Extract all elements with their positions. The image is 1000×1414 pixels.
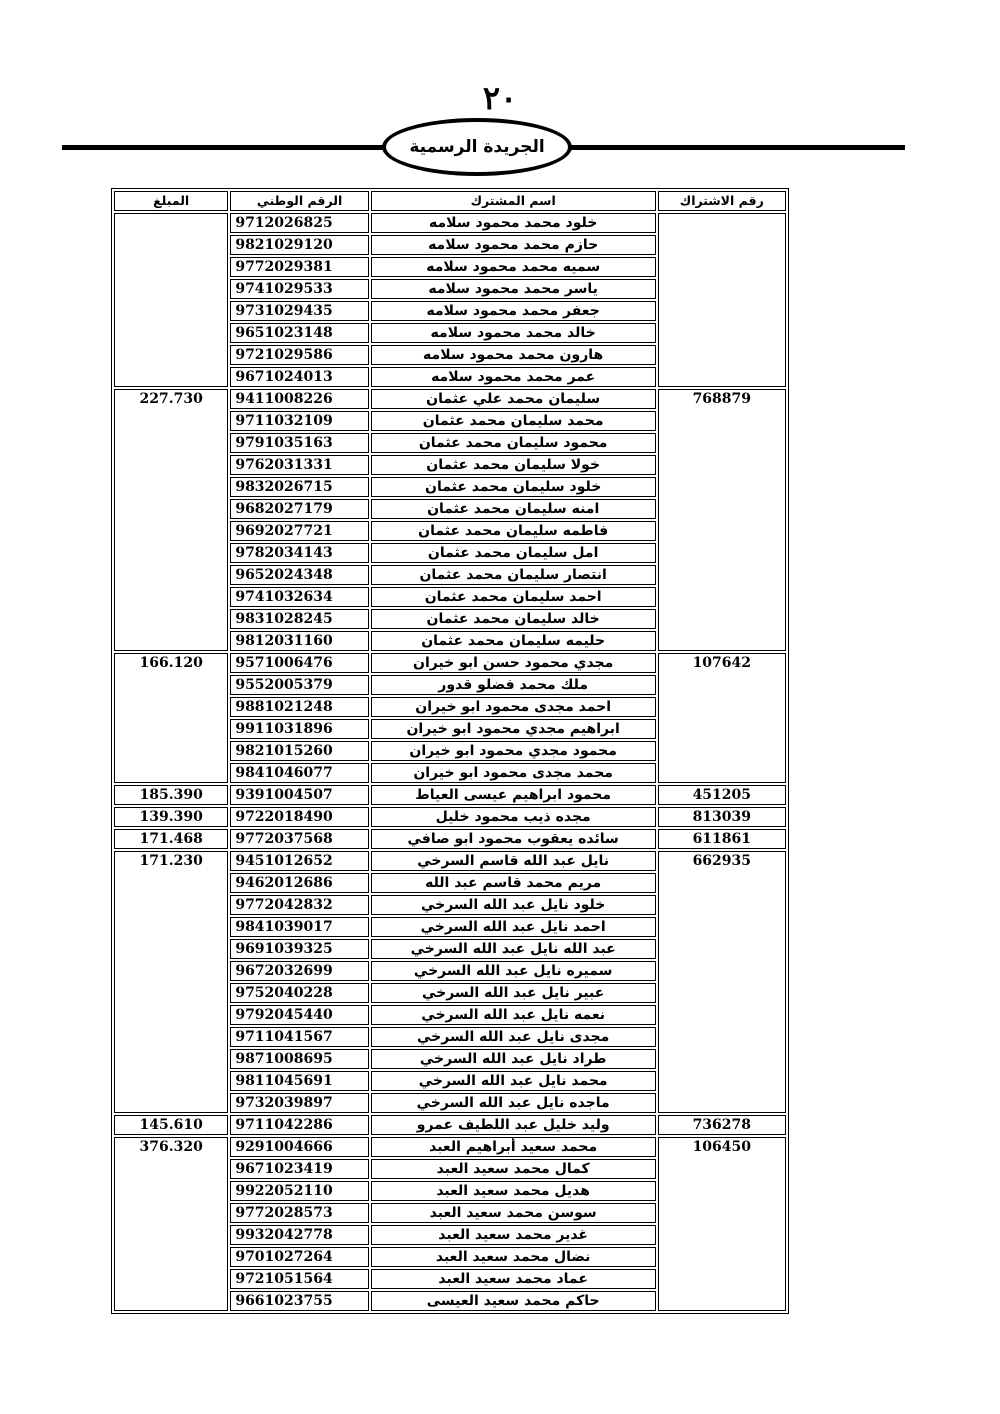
subscription-number-cell: 813039 [658, 807, 786, 827]
table-row [114, 389, 786, 409]
header-amount: المبلغ [114, 191, 228, 211]
subscriber-name-cell: احمد نايل عبد الله السرخي [371, 917, 656, 937]
table-body [114, 213, 786, 1311]
national-id-cell: 9772042832 [230, 895, 368, 915]
national-id-cell: 9391004507 [230, 785, 368, 805]
subscription-number-cell: 611861 [658, 829, 786, 849]
subscriber-name-cell: نعمه نايل عبد الله السرخي [371, 1005, 656, 1025]
national-id-cell: 9812031160 [230, 631, 368, 651]
table-header [114, 191, 786, 211]
subscriber-name-cell: سوسن محمد سعيد العبد [371, 1203, 656, 1223]
subscriber-name-cell: امل سليمان محمد عثمان [371, 543, 656, 563]
subscriber-name-cell: جعفر محمد محمود سلامه [371, 301, 656, 321]
national-id-cell: 9711042286 [230, 1115, 368, 1135]
subscriber-name-cell: ياسر محمد محمود سلامه [371, 279, 656, 299]
subscriber-name-cell: خلود محمد محمود سلامه [371, 213, 656, 233]
subscriber-name-cell: ملك محمد فضلو قدور [371, 675, 656, 695]
national-id-cell: 9661023755 [230, 1291, 368, 1311]
subscription-number-cell: 106450 [658, 1137, 786, 1311]
national-id-cell: 9832026715 [230, 477, 368, 497]
national-id-cell: 9721051564 [230, 1269, 368, 1289]
subscriber-name-cell: محمود ابراهيم عيسى العياط [371, 785, 656, 805]
subscription-number-cell [658, 213, 786, 387]
subscriber-name-cell: عمر محمد محمود سلامه [371, 367, 656, 387]
table-row [114, 851, 786, 871]
subscriber-name-cell: غدير محمد سعيد العبد [371, 1225, 656, 1245]
amount-cell: 171.468 [114, 829, 228, 849]
subscriber-name-cell: حازم محمد محمود سلامه [371, 235, 656, 255]
national-id-cell: 9732039897 [230, 1093, 368, 1113]
subscriber-name-cell: احمد سليمان محمد عثمان [371, 587, 656, 607]
subscription-number-cell: 662935 [658, 851, 786, 1113]
subscriber-name-cell: سميره نايل عبد الله السرخي [371, 961, 656, 981]
subscriber-name-cell: سليمان محمد علي عثمان [371, 389, 656, 409]
national-id-cell: 9741029533 [230, 279, 368, 299]
national-id-cell: 9762031331 [230, 455, 368, 475]
national-id-cell: 9711032109 [230, 411, 368, 431]
national-id-cell: 9772029381 [230, 257, 368, 277]
subscriber-name-cell: خلود نايل عبد الله السرخي [371, 895, 656, 915]
amount-cell: 185.390 [114, 785, 228, 805]
national-id-cell: 9692027721 [230, 521, 368, 541]
national-id-cell: 9682027179 [230, 499, 368, 519]
national-id-cell: 9752040228 [230, 983, 368, 1003]
national-id-cell: 9291004666 [230, 1137, 368, 1157]
table-row [114, 213, 786, 233]
amount-cell: 171.230 [114, 851, 228, 1113]
header-subscriber-name: اسم المشترك [371, 191, 656, 211]
amount-cell: 139.390 [114, 807, 228, 827]
national-id-cell: 9701027264 [230, 1247, 368, 1267]
national-id-cell: 9911031896 [230, 719, 368, 739]
subscriber-name-cell: خلود سليمان محمد عثمان [371, 477, 656, 497]
table-row [114, 1115, 786, 1135]
table-row [114, 653, 786, 673]
national-id-cell: 9462012686 [230, 873, 368, 893]
national-id-cell: 9871008695 [230, 1049, 368, 1069]
subscriber-name-cell: سميه محمد محمود سلامه [371, 257, 656, 277]
amount-cell: 145.610 [114, 1115, 228, 1135]
table-row [114, 785, 786, 805]
national-id-cell: 9671023419 [230, 1159, 368, 1179]
national-id-cell: 9451012652 [230, 851, 368, 871]
table-row [114, 829, 786, 849]
subscriber-name-cell: نضال محمد سعيد العبد [371, 1247, 656, 1267]
subscriber-name-cell: امنه سليمان محمد عثمان [371, 499, 656, 519]
national-id-cell: 9791035163 [230, 433, 368, 453]
subscription-number-cell: 768879 [658, 389, 786, 651]
subscriber-name-cell: وليد خليل عبد اللطيف عمرو [371, 1115, 656, 1135]
subscriber-name-cell: عبير نايل عبد الله السرخي [371, 983, 656, 1003]
subscription-number-cell: 107642 [658, 653, 786, 783]
national-id-cell: 9772037568 [230, 829, 368, 849]
page-number: ٢٠ [482, 79, 518, 117]
national-id-cell: 9741032634 [230, 587, 368, 607]
subscriber-name-cell: عبد الله نايل عبد الله السرخي [371, 939, 656, 959]
subscriber-name-cell: محمود سليمان محمد عثمان [371, 433, 656, 453]
national-id-cell: 9811045691 [230, 1071, 368, 1091]
national-id-cell: 9731029435 [230, 301, 368, 321]
subscriber-name-cell: فاطمه سليمان محمد عثمان [371, 521, 656, 541]
national-id-cell: 9651023148 [230, 323, 368, 343]
header-row [114, 191, 786, 211]
table-row [114, 1137, 786, 1157]
national-id-cell: 9922052110 [230, 1181, 368, 1201]
national-id-cell: 9691039325 [230, 939, 368, 959]
subscription-number-cell: 736278 [658, 1115, 786, 1135]
header-national-id: الرقم الوطني [230, 191, 368, 211]
amount-cell: 227.730 [114, 389, 228, 651]
subscriber-name-cell: حليمه سليمان محمد عثمان [371, 631, 656, 651]
subscriber-name-cell: سائده يعقوب محمود ابو صافي [371, 829, 656, 849]
masthead-title: الجريدة الرسمية [409, 137, 545, 157]
national-id-cell: 9672032699 [230, 961, 368, 981]
national-id-cell: 9772028573 [230, 1203, 368, 1223]
national-id-cell: 9821029120 [230, 235, 368, 255]
national-id-cell: 9792045440 [230, 1005, 368, 1025]
subscriber-name-cell: خالد سليمان محمد عثمان [371, 609, 656, 629]
national-id-cell: 9652024348 [230, 565, 368, 585]
subscriber-name-cell: مجدي محمود حسن ابو خيران [371, 653, 656, 673]
subscriber-name-cell: ماجده نايل عبد الله السرخي [371, 1093, 656, 1113]
subscribers-table [111, 188, 789, 1314]
national-id-cell: 9671024013 [230, 367, 368, 387]
amount-cell: 166.120 [114, 653, 228, 783]
subscriber-name-cell: احمد مجدى محمود ابو خيران [371, 697, 656, 717]
national-id-cell: 9821015260 [230, 741, 368, 761]
national-id-cell: 9782034143 [230, 543, 368, 563]
national-id-cell: 9721029586 [230, 345, 368, 365]
subscriber-name-cell: محمد نايل عبد الله السرخي [371, 1071, 656, 1091]
national-id-cell: 9552005379 [230, 675, 368, 695]
subscriber-name-cell: محمد سعيد أبراهيم العبد [371, 1137, 656, 1157]
subscriber-name-cell: خالد محمد محمود سلامه [371, 323, 656, 343]
subscriber-name-cell: مجده ذيب محمود خليل [371, 807, 656, 827]
subscription-number-cell: 451205 [658, 785, 786, 805]
subscriber-name-cell: نايل عبد الله قاسم السرخي [371, 851, 656, 871]
subscriber-name-cell: محمد سليمان محمد عثمان [371, 411, 656, 431]
subscriber-name-cell: خولا سليمان محمد عثمان [371, 455, 656, 475]
national-id-cell: 9722018490 [230, 807, 368, 827]
national-id-cell: 9881021248 [230, 697, 368, 717]
subscriber-name-cell: مجدى نايل عبد الله السرخي [371, 1027, 656, 1047]
subscriber-name-cell: هارون محمد محمود سلامه [371, 345, 656, 365]
masthead-oval [382, 118, 572, 176]
national-id-cell: 9932042778 [230, 1225, 368, 1245]
subscriber-name-cell: مريم محمد قاسم عبد الله [371, 873, 656, 893]
national-id-cell: 9712026825 [230, 213, 368, 233]
amount-cell: 376.320 [114, 1137, 228, 1311]
subscriber-name-cell: كمال محمد سعيد العبد [371, 1159, 656, 1179]
header-subscription-number: رقم الاشتراك [658, 191, 786, 211]
subscriber-name-cell: طراد نايل عبد الله السرخي [371, 1049, 656, 1069]
national-id-cell: 9831028245 [230, 609, 368, 629]
table-row [114, 807, 786, 827]
subscriber-name-cell: هديل محمد سعيد العبد [371, 1181, 656, 1201]
subscriber-name-cell: انتصار سليمان محمد عثمان [371, 565, 656, 585]
subscriber-name-cell: محمود مجدي محمود ابو خيران [371, 741, 656, 761]
subscriber-name-cell: حاكم محمد سعيد العيسى [371, 1291, 656, 1311]
national-id-cell: 9841039017 [230, 917, 368, 937]
subscriber-name-cell: ابراهيم مجدي محمود ابو خيران [371, 719, 656, 739]
national-id-cell: 9571006476 [230, 653, 368, 673]
national-id-cell: 9841046077 [230, 763, 368, 783]
amount-cell [114, 213, 228, 387]
subscriber-name-cell: عماد محمد سعيد العبد [371, 1269, 656, 1289]
national-id-cell: 9711041567 [230, 1027, 368, 1047]
national-id-cell: 9411008226 [230, 389, 368, 409]
subscriber-name-cell: محمد مجدى محمود ابو خيران [371, 763, 656, 783]
